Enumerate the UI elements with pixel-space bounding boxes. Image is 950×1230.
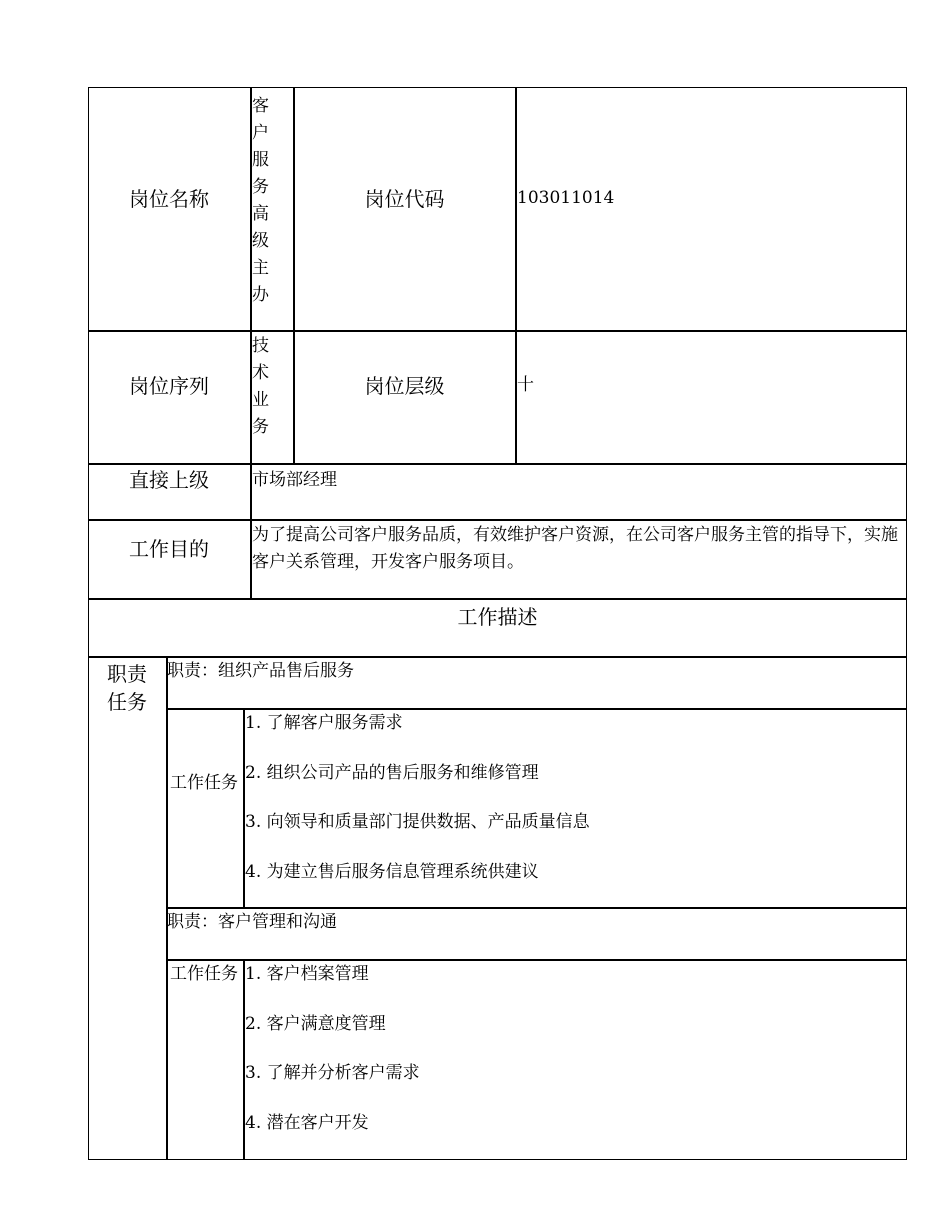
direct-superior-label: 直接上级 [129, 468, 209, 492]
duty-task-list [245, 710, 895, 908]
col-divider [166, 656, 168, 1160]
list-item: 2. 组织公司产品的售后服务和维修管理 [245, 762, 539, 783]
duty-title: 职责：客户管理和沟通 [167, 912, 337, 932]
work-purpose-label: 工作目的 [129, 537, 209, 561]
row-divider [88, 463, 907, 465]
post-code-label: 岗位代码 [364, 187, 445, 211]
post-sequence-label: 岗位序列 [129, 374, 209, 398]
work-description-heading: 工作描述 [457, 605, 538, 629]
post-sequence-value: 技术业务 [252, 336, 269, 437]
row-divider [88, 330, 907, 332]
work-task-label: 工作任务 [170, 773, 238, 793]
col-divider [515, 87, 517, 463]
post-code-value: 103011014 [517, 188, 615, 208]
direct-superior-value: 市场部经理 [252, 470, 337, 490]
list-item: 1. 客户档案管理 [245, 964, 369, 984]
duty-task-list [245, 961, 895, 1159]
list-item: 4. 为建立售后服务信息管理系统供建议 [245, 861, 539, 882]
list-item: 1. 了解客户服务需求 [245, 713, 403, 733]
list-item: 3. 了解并分析客户需求 [245, 1063, 420, 1083]
list-item: 2. 客户满意度管理 [245, 1013, 386, 1034]
work-task-label: 工作任务 [170, 964, 238, 984]
row-divider [88, 519, 907, 521]
post-name-value: 客户服务高级主办 [252, 96, 269, 305]
work-purpose-value: 为了提高公司客户服务品质，有效维护客户资源，在公司客户服务主管的指导下，实施客户关系管理，开发客户服务项目。 [252, 525, 898, 572]
post-level-label: 岗位层级 [364, 374, 445, 398]
row-divider [88, 598, 907, 600]
list-item: 4. 潜在客户开发 [245, 1112, 369, 1133]
col-divider [293, 87, 295, 463]
post-name-label: 岗位名称 [129, 187, 209, 211]
post-level-value: 十 [517, 375, 534, 395]
duty-task-label: 职责任务 [107, 662, 147, 714]
duty-title: 职责：组织产品售后服务 [167, 661, 354, 681]
list-item: 3. 向领导和质量部门提供数据、产品质量信息 [245, 812, 590, 832]
